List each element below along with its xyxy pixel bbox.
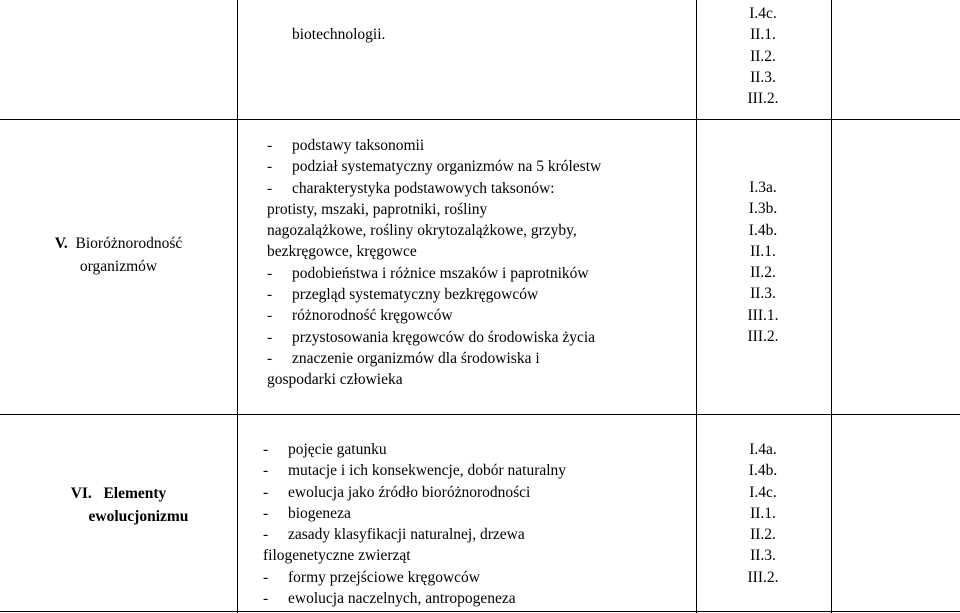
- curriculum-code: I.4a.: [749, 441, 777, 458]
- curriculum-code: I.3b.: [748, 200, 778, 218]
- topic-text: ewolucja jako źródło bioróżnorodności: [288, 483, 531, 501]
- section-vi-title-line1: Elementy: [103, 485, 167, 502]
- topic-text: różnorodność kręgowców: [292, 307, 453, 325]
- topic-list-item: [267, 348, 601, 391]
- column-border-3: [831, 0, 832, 613]
- topic-list-item: [263, 503, 566, 524]
- list-dash: -: [267, 349, 273, 367]
- row-border-1: [0, 119, 960, 120]
- section-v-topic-list: [267, 135, 601, 391]
- curriculum-code: II.1.: [750, 504, 776, 522]
- topic-list-item: [267, 156, 601, 177]
- topic-text: ewolucja naczelnych, antropogeneza: [288, 590, 516, 608]
- curriculum-code: III.2.: [747, 90, 779, 108]
- row-border-3: [0, 611, 960, 612]
- topic-text: biogeneza: [288, 504, 351, 522]
- section-v-title: [0, 232, 237, 278]
- top-row-codes: [700, 3, 826, 109]
- topic-text: znaczenie organizmów dla środowiska i: [292, 349, 540, 367]
- topic-text: mutacje i ich konsekwencje, dobór naturalny: [288, 462, 567, 480]
- curriculum-code: II.3.: [750, 68, 776, 86]
- section-v-codes: [700, 177, 826, 347]
- list-dash: -: [263, 526, 269, 544]
- curriculum-code: I.4b.: [748, 221, 778, 239]
- row-border-2: [0, 414, 960, 415]
- curriculum-code: II.2.: [750, 526, 776, 544]
- curriculum-code: I.4c.: [749, 483, 777, 501]
- list-dash: -: [263, 462, 269, 480]
- list-dash: -: [263, 568, 269, 586]
- curriculum-code: II.1.: [750, 26, 776, 44]
- list-dash: -: [267, 158, 273, 176]
- topic-text: przegląd systematyczny bezkręgowców: [292, 286, 539, 304]
- curriculum-code: III.2.: [747, 328, 779, 346]
- list-dash: -: [263, 483, 269, 501]
- list-dash: -: [267, 328, 273, 346]
- curriculum-code: III.1.: [747, 306, 779, 324]
- curriculum-code: I.4b.: [748, 462, 778, 480]
- topic-text-continuation: gospodarki człowieka: [267, 371, 403, 389]
- column-border-1: [237, 0, 238, 613]
- topic-list-item: [263, 482, 566, 503]
- section-vi-title: [0, 482, 237, 528]
- curriculum-code: III.2.: [747, 568, 779, 586]
- topic-list-item: [263, 439, 566, 460]
- topic-list-item: [263, 588, 566, 609]
- curriculum-code: II.3.: [750, 285, 776, 303]
- topic-text-continuation: nagozalążkowe, rośliny okrytozalążkowe, grzyby,: [267, 222, 577, 240]
- list-dash: -: [263, 441, 269, 458]
- curriculum-code: II.1.: [750, 242, 776, 260]
- top-row-content-tail: biotechnologii.: [292, 26, 386, 43]
- topic-list-item: [263, 460, 566, 481]
- section-vi-title-line2: ewolucjonizmu: [88, 508, 189, 525]
- topic-text-continuation: protisty, mszaki, paprotniki, rośliny: [267, 200, 488, 218]
- topic-list-item: [267, 327, 601, 348]
- topic-text-continuation: filogenetyczne zwierząt: [263, 547, 411, 565]
- topic-text: zasady klasyfikacji naturalnej, drzewa: [288, 526, 525, 544]
- topic-list-item: [263, 567, 566, 588]
- topic-list-item: [267, 284, 601, 305]
- column-border-2: [696, 0, 697, 613]
- curriculum-code: II.3.: [750, 547, 776, 565]
- section-vi-codes: [700, 439, 826, 588]
- topic-text: charakterystyka podstawowych taksonów:: [292, 179, 555, 197]
- topic-list-item: [267, 263, 601, 284]
- section-vi-number: VI.: [70, 485, 92, 502]
- section-vi-topic-list: [263, 439, 566, 609]
- topic-list-item: [267, 305, 601, 326]
- topic-list-item: [267, 135, 601, 156]
- list-dash: -: [263, 590, 269, 608]
- section-v-title-line1: Bioróżnorodność: [75, 235, 183, 252]
- list-dash: -: [267, 179, 273, 197]
- list-dash: -: [267, 307, 273, 325]
- topic-text-continuation: bezkręgowce, kręgowce: [267, 243, 417, 261]
- topic-text: pojęcie gatunku: [288, 441, 387, 458]
- topic-text: podobieństwa i różnice mszaków i paprotników: [292, 264, 589, 282]
- list-dash: -: [263, 504, 269, 522]
- section-v-title-line2: organizmów: [79, 258, 158, 275]
- curriculum-code: II.2.: [750, 47, 776, 65]
- curriculum-code: I.3a.: [749, 179, 777, 196]
- topic-text: podział systematyczny organizmów na 5 królestw: [292, 158, 602, 176]
- topic-list-item: [267, 178, 601, 263]
- section-v-number: V.: [54, 235, 68, 252]
- list-dash: -: [267, 137, 273, 154]
- list-dash: -: [267, 286, 273, 304]
- topic-text: formy przejściowe kręgowców: [288, 568, 480, 586]
- curriculum-code: II.2.: [750, 264, 776, 282]
- list-dash: -: [267, 264, 273, 282]
- curriculum-code: I.4c.: [749, 5, 777, 22]
- topic-text: przystosowania kręgowców do środowiska życia: [292, 328, 596, 346]
- topic-text: podstawy taksonomii: [292, 137, 425, 154]
- topic-list-item: [263, 524, 566, 567]
